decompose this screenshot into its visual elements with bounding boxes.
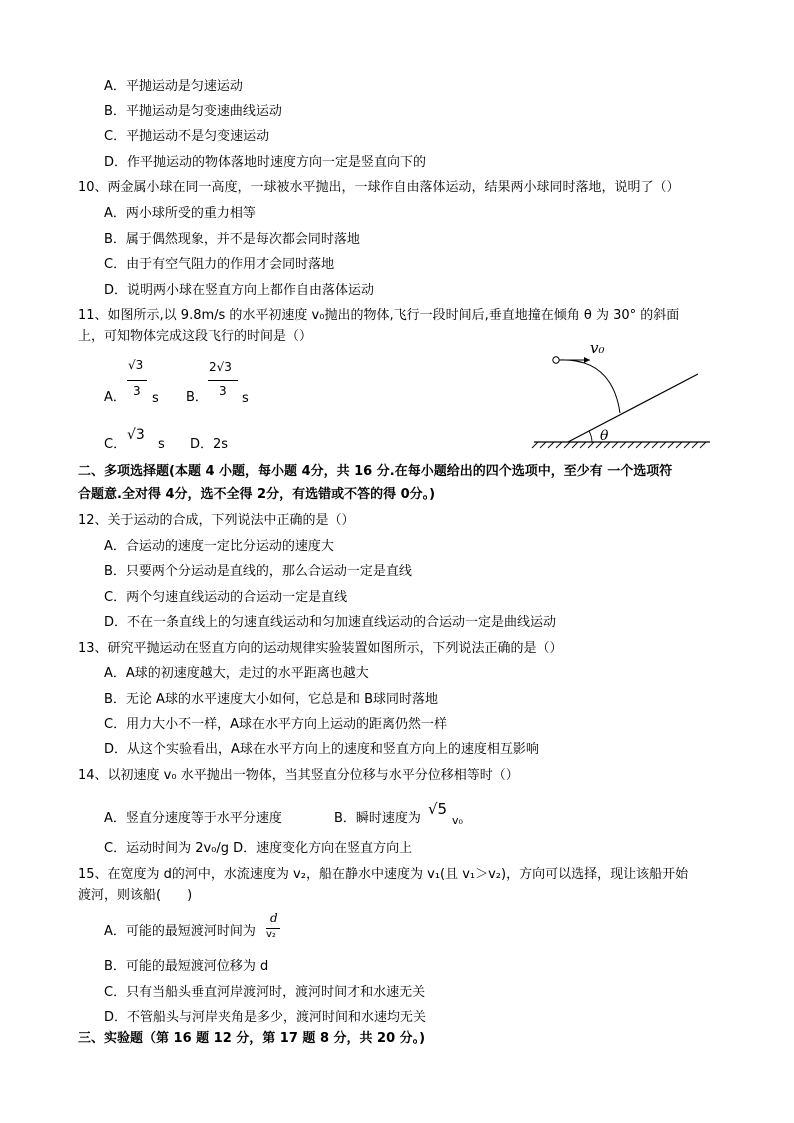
q12-option-b: B．只要两个分运动是直线的，那么合运动一定是直线: [104, 564, 412, 579]
q14-option-b-value: √5: [428, 800, 448, 818]
section2-header-line2: 合题意.全对得 4分，选不全得 2分，有选错或不答的得 0分。): [78, 487, 436, 502]
v0-label: v₀: [590, 339, 605, 357]
q14-option-cd: C．运动时间为 2v₀/g D．速度变化方向在竖直方向上: [104, 841, 413, 856]
q13-stem: 13、研究平抛运动在竖直方向的运动规律实验装置如图所示，下列说法正确的是（）: [78, 641, 563, 656]
q11-option-a-unit: s: [152, 391, 159, 406]
q15-option-a-numerator: d: [270, 911, 278, 925]
q11-incline-figure: [530, 336, 712, 452]
q12-stem: 12、关于运动的合成，下列说法中正确的是（）: [78, 513, 355, 528]
angle-arc: [589, 431, 592, 442]
q13-option-c: C．用力大小不一样，A球在水平方向上运动的距离仍然一样: [104, 717, 447, 732]
q12-option-d: D．不在一条直线上的匀速直线运动和匀加速直线运动的合运动一定是曲线运动: [104, 615, 557, 630]
q11-option-a-numerator: √3: [128, 358, 144, 372]
trajectory-curve: [559, 360, 620, 413]
q14-stem: 14、以初速度 v₀ 水平抛出一物体，当其竖直分位移与水平分位移相等时（）: [78, 768, 519, 783]
q14-option-b-label: B．瞬时速度为: [334, 811, 421, 826]
ground-hatching: [532, 442, 706, 448]
q11-option-c-value: √3: [127, 427, 145, 443]
q15-stem-line1: 15、在宽度为 d的河中，水流速度为 v₂，船在静水中速度为 v₁(且 v₁＞v₂)，方向可以选择，现让该船开始: [78, 867, 689, 882]
q15-option-a: A．可能的最短渡河时间为: [104, 924, 256, 939]
q11-option-c-unit: s: [158, 437, 165, 452]
q11-stem-line1: 11、如图所示,以 9.8m/s 的水平初速度 v₀抛出的物体,飞行一段时间后,垂直地撞在倾角 θ 为 30° 的斜面: [78, 308, 680, 323]
q11-option-d: D．2s: [190, 437, 229, 452]
q12-option-c: C．两个匀速直线运动的合运动一定是直线: [104, 590, 348, 605]
ball-icon: [553, 357, 559, 363]
section2-header-line1: 二、多项选择题(本题 4 小题，每小题 4分，共 16 分.在每小题给出的四个选项中，至少有 一个选项符: [78, 464, 673, 479]
theta-label: θ: [600, 428, 609, 444]
q13-option-a: A．A球的初速度越大，走过的水平距离也越大: [104, 666, 369, 681]
incline-line: [568, 374, 698, 442]
section3-header: 三、实验题（第 16 题 12 分，第 17 题 8 分，共 20 分。): [78, 1031, 426, 1046]
q15-option-d: D．不管船头与河岸夹角是多少，渡河时间和水速均无关: [104, 1010, 427, 1025]
q15-stem-line2: 渡河，则该船( ): [78, 888, 193, 903]
q11-option-b-label: B．: [186, 390, 208, 405]
q11-option-a-denominator: 3: [133, 384, 141, 398]
q11-option-b-numerator: 2√3: [209, 360, 232, 374]
q13-option-d: D．从这个实验看出，A球在水平方向上的速度和竖直方向上的速度相互影响: [104, 742, 539, 757]
q10-option-d: D．说明两小球在竖直方向上都作自由落体运动: [104, 283, 375, 298]
q10-option-b: B．属于偶然现象，并不是每次都会同时落地: [104, 232, 360, 247]
q10-option-a: A．两小球所受的重力相等: [104, 206, 256, 221]
q11-option-b-unit: s: [242, 391, 249, 406]
q14-option-a: A．竖直分速度等于水平分速度: [104, 811, 282, 826]
q15-option-a-denominator: v₂: [266, 929, 276, 940]
q14-option-b-unit: v₀: [452, 814, 463, 827]
q9-option-a: A．平抛运动是匀速运动: [104, 79, 243, 94]
q15-option-c: C．只有当船头垂直河岸渡河时，渡河时间才和水速无关: [104, 985, 426, 1000]
arrowhead-icon: [584, 357, 590, 363]
q11-stem-line2: 上，可知物体完成这段飞行的时间是（）: [78, 329, 313, 344]
q11-option-c-label: C．: [104, 437, 127, 452]
q12-option-a: A．合运动的速度一定比分运动的速度大: [104, 539, 334, 554]
q9-option-b: B．平抛运动是匀变速曲线运动: [104, 104, 282, 119]
q9-option-c: C．平抛运动不是匀变速运动: [104, 129, 270, 144]
q11-option-a-fraction-bar: [127, 380, 147, 381]
q10-stem: 10、两金属小球在同一高度，一球被水平抛出，一球作自由落体运动，结果两小球同时落地，说明了（）: [78, 180, 680, 195]
q11-option-a-label: A．: [104, 390, 126, 405]
q11-option-b-fraction-bar: [208, 380, 238, 381]
q9-option-d: D．作平抛运动的物体落地时速度方向一定是竖直向下的: [104, 155, 427, 170]
q15-option-b: B．可能的最短渡河位移为 d: [104, 959, 269, 974]
q11-option-b-denominator: 3: [219, 384, 227, 398]
q13-option-b: B．无论 A球的水平速度大小如何，它总是和 B球同时落地: [104, 692, 438, 707]
q10-option-c: C．由于有空气阻力的作用才会同时落地: [104, 257, 335, 272]
